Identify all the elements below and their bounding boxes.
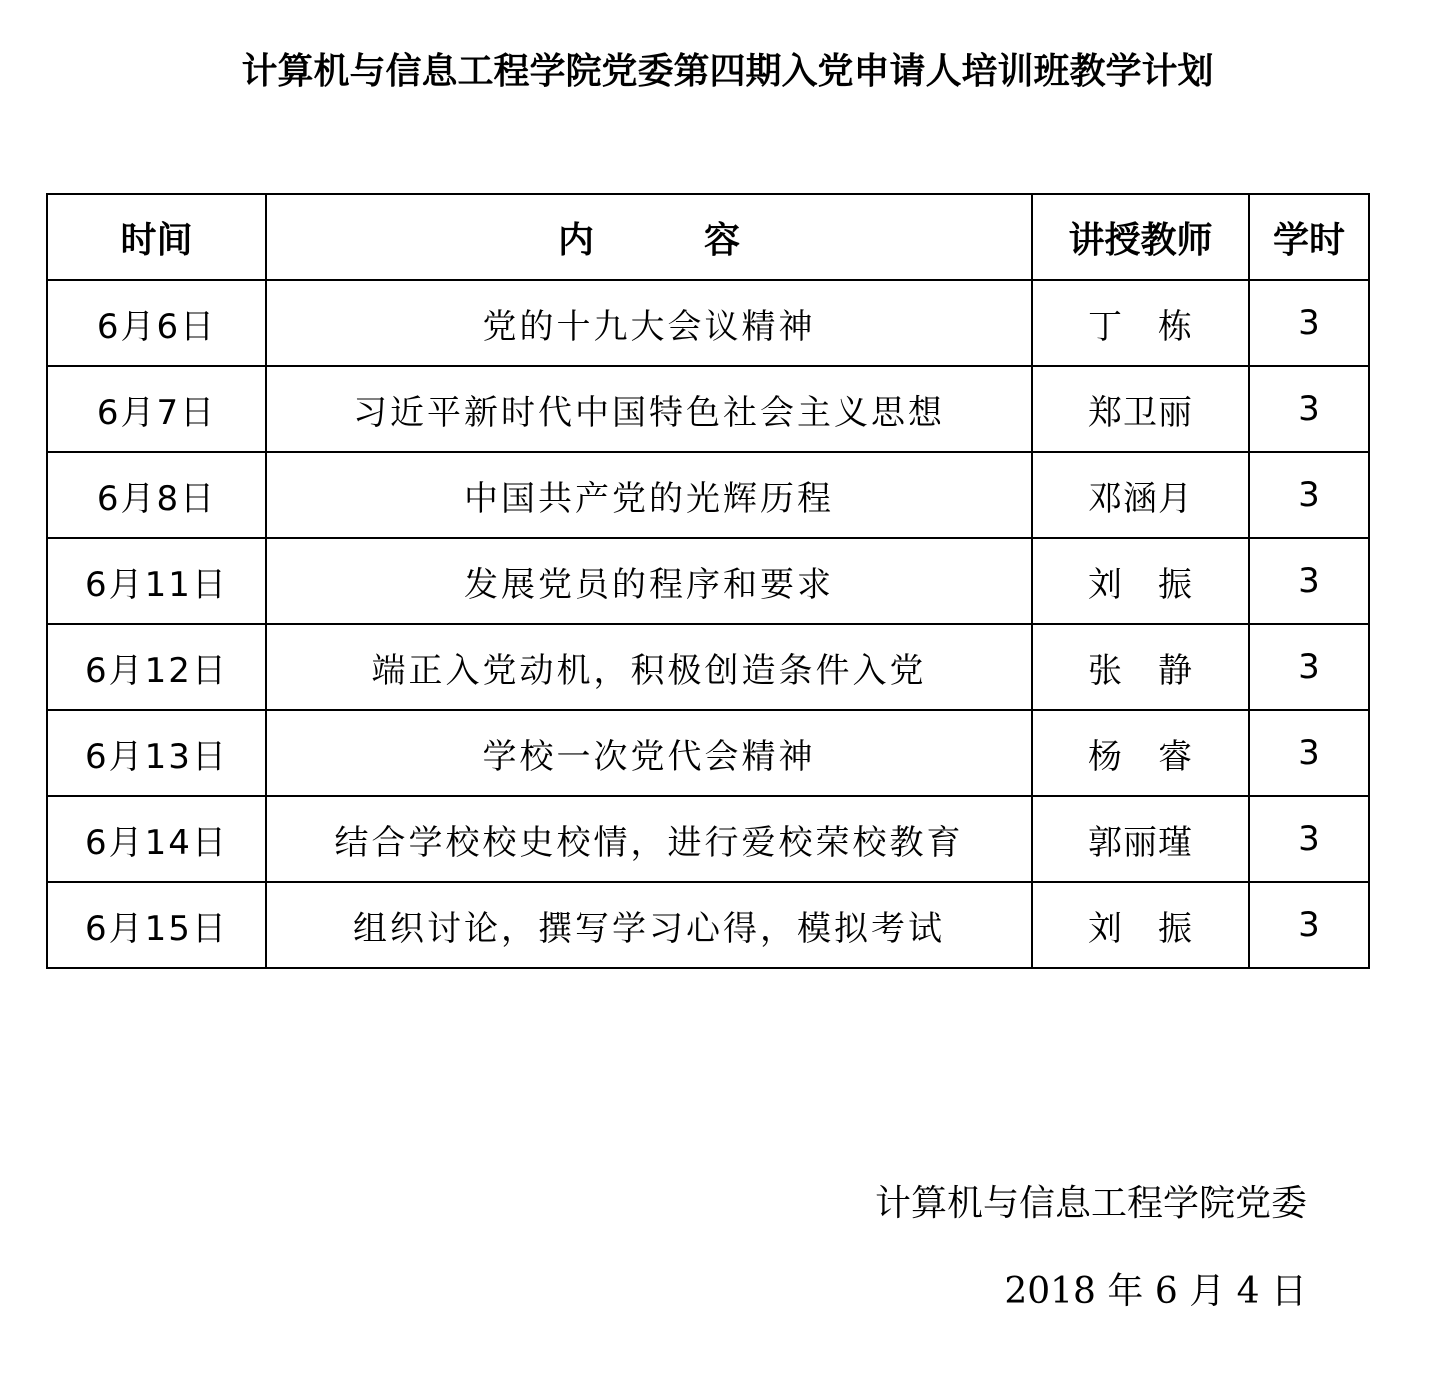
table-row [47, 366, 1369, 452]
content-cell: 端正入党动机，积极创造条件入党 [266, 624, 1032, 710]
teacher-cell: 邓涵月 [1032, 452, 1249, 538]
content-cell: 发展党员的程序和要求 [266, 538, 1032, 624]
hours-cell: 3 [1249, 280, 1369, 366]
header-hours: 学时 [1249, 194, 1369, 280]
teacher-cell: 刘 振 [1032, 538, 1249, 624]
hours-cell: 3 [1249, 452, 1369, 538]
table-row [47, 452, 1369, 538]
header-teacher: 讲授教师 [1032, 194, 1249, 280]
hours-cell: 3 [1249, 796, 1369, 882]
table-header-row [47, 194, 1369, 280]
teacher-cell: 杨 睿 [1032, 710, 1249, 796]
time-cell: 6月13日 [47, 710, 266, 796]
content-cell: 组织讨论，撰写学习心得，模拟考试 [266, 882, 1032, 968]
footer-date: 2018 年 6 月 4 日 [1004, 1271, 1307, 1312]
hours-cell: 3 [1249, 624, 1369, 710]
time-cell: 6月8日 [47, 452, 266, 538]
teacher-cell: 张 静 [1032, 624, 1249, 710]
time-cell: 6月15日 [47, 882, 266, 968]
teacher-cell: 丁 栋 [1032, 280, 1249, 366]
header-content-part1: 内 [557, 219, 594, 261]
hours-cell: 3 [1249, 538, 1369, 624]
teacher-cell: 刘 振 [1032, 882, 1249, 968]
content-cell: 党的十九大会议精神 [266, 280, 1032, 366]
hours-cell: 3 [1249, 882, 1369, 968]
hours-cell: 3 [1249, 366, 1369, 452]
content-cell: 学校一次党代会精神 [266, 710, 1032, 796]
footer-organization: 计算机与信息工程学院党委 [874, 1183, 1307, 1224]
time-cell: 6月7日 [47, 366, 266, 452]
teaching-plan-table [46, 193, 1370, 969]
document-title: 计算机与信息工程学院党委第四期入党申请人培训班教学计划 [241, 51, 1214, 92]
table-row [47, 796, 1369, 882]
header-time: 时间 [47, 194, 266, 280]
time-cell: 6月14日 [47, 796, 266, 882]
table-row [47, 710, 1369, 796]
table-row [47, 538, 1369, 624]
time-cell: 6月6日 [47, 280, 266, 366]
content-cell: 习近平新时代中国特色社会主义思想 [266, 366, 1032, 452]
hours-cell: 3 [1249, 710, 1369, 796]
time-cell: 6月12日 [47, 624, 266, 710]
time-cell: 6月11日 [47, 538, 266, 624]
table-row [47, 882, 1369, 968]
content-cell: 结合学校校史校情，进行爱校荣校教育 [266, 796, 1032, 882]
table-row [47, 280, 1369, 366]
table-row [47, 624, 1369, 710]
content-cell: 中国共产党的光辉历程 [266, 452, 1032, 538]
header-content [266, 194, 1032, 280]
header-content-part2: 容 [704, 219, 741, 261]
teacher-cell: 郑卫丽 [1032, 366, 1249, 452]
teacher-cell: 郭丽瑾 [1032, 796, 1249, 882]
